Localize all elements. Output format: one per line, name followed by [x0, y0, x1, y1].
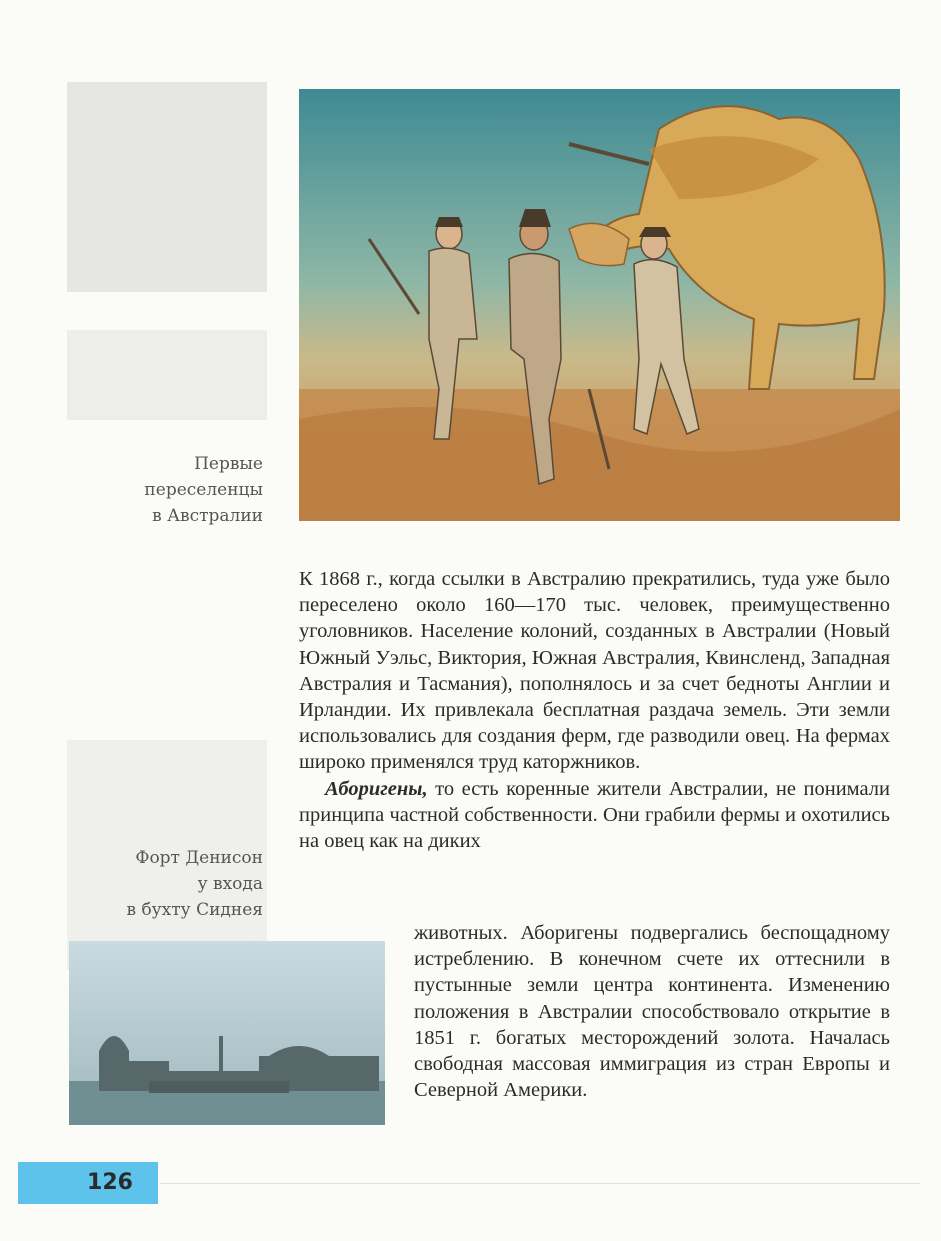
term-aborigines: Аборигены, [325, 777, 428, 800]
settlers-caption-line: в Австралии [152, 506, 263, 526]
fort-caption [70, 845, 263, 923]
page-number: 126 [87, 1170, 133, 1195]
fort-caption-line: у входа [197, 874, 263, 894]
sidebar-shade-middle [67, 330, 267, 420]
settlers-caption-line: Первые [194, 454, 263, 474]
settlers-caption [70, 451, 263, 529]
paragraph-aborigines-lead-text: то есть коренные жители Австралии, не понимали принципа частной собственности. Они грабили фермы и охотились на овец как на диких [299, 777, 890, 853]
page-footer-rule [160, 1183, 920, 1184]
main-text [299, 566, 890, 854]
paragraph-aborigines-wrap: животных. Аборигены подвергались беспощадному истреблению. В конечном счете их оттеснили в пустынные земли центра континента. Изменению положения в Австралии способствовало открытие в 1851 г. богатых месторождений золота. Началась свободная массовая иммиграция из стран Европы и Северной Америки. [414, 922, 890, 1102]
sidebar-shade-top [67, 82, 267, 292]
paragraph-convicts: К 1868 г., когда ссылки в Австралию прекратились, туда уже было переселено около 160—170 тыс. человек, преимущественно уголовников. Население колоний, созданных в Австралии (Новый Южный Уэльс, Виктория, Южная Австралия, Квинсленд, Западная Австралия и Тасмания), пополнялось и за счет бедноты Англии и Ирландии. Их привлекала бесплатная раздача земель. Эти земли использовались для создания ферм, где разводили овец. На фермах широко применялся труд каторжников. [299, 568, 890, 774]
paragraph-aborigines-lead [299, 776, 890, 855]
settlers-caption-line: переселенцы [144, 480, 263, 500]
settlers-illustration [299, 89, 900, 521]
fort-caption-line: Форт Денисон [135, 848, 263, 868]
fort-caption-line: в бухту Сиднея [126, 900, 263, 920]
fort-denison-photo [69, 941, 385, 1125]
